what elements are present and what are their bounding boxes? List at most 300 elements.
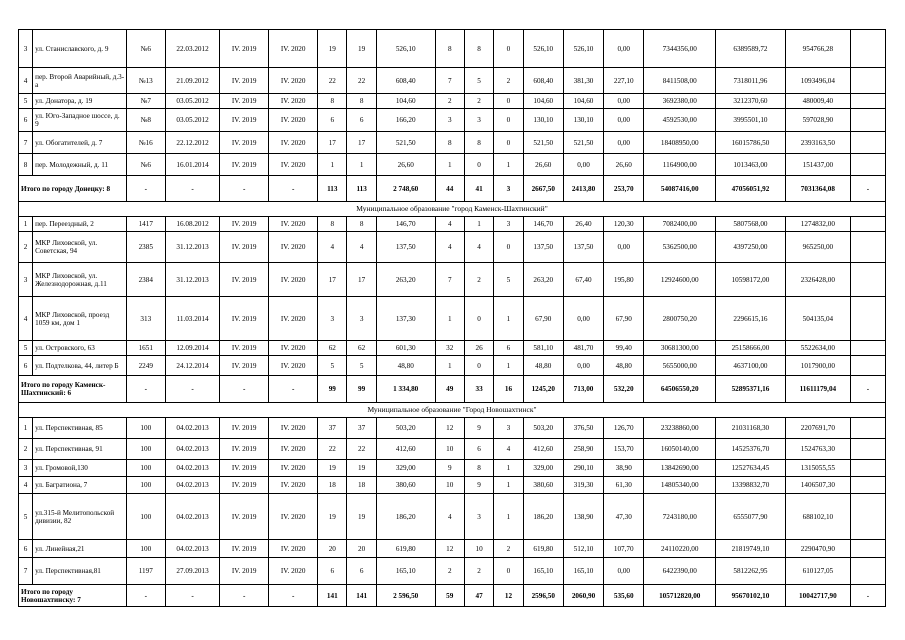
cell-m1: 3 <box>435 109 464 132</box>
cell-date: 16.01.2014 <box>165 154 219 176</box>
cell-q1: IV. 2019 <box>220 356 269 376</box>
cell-addr: ул. Линейная,21 <box>33 540 127 558</box>
cell-n: 3 <box>19 460 33 477</box>
cell-c1: 6 <box>318 109 347 132</box>
cell-a2: 381,30 <box>563 68 603 94</box>
cell-c1: 17 <box>318 263 347 297</box>
cell-s3: 1406507,30 <box>785 477 850 494</box>
cell-s2: 5807568,00 <box>716 217 786 232</box>
cell-m1: 1 <box>435 154 464 176</box>
cell-m2: 5 <box>464 68 493 94</box>
cell-n: 2 <box>19 232 33 263</box>
cell-q2: IV. 2020 <box>269 356 318 376</box>
cell-s3: 954766,28 <box>785 30 850 68</box>
cell-addr: МКР Лиховской, проезд 1059 км, дом 1 <box>33 297 127 341</box>
cell-n: 5 <box>19 494 33 540</box>
cell-area: 521,50 <box>376 132 435 154</box>
cell-m3: 0 <box>494 232 523 263</box>
cell-a1: 521,50 <box>523 132 563 154</box>
cell-date: 31.12.2013 <box>165 263 219 297</box>
cell-s1: 23238860,00 <box>644 418 716 439</box>
cell-addr: ул. Перспективная,81 <box>33 558 127 585</box>
cell-empty <box>851 263 886 297</box>
cell-m3: 2 <box>494 68 523 94</box>
cell-c1: 19 <box>318 460 347 477</box>
cell-doc: №6 <box>126 154 165 176</box>
cell-doc: №6 <box>126 30 165 68</box>
cell-area: 186,20 <box>376 494 435 540</box>
cell-s1: 5655000,00 <box>644 356 716 376</box>
cell-m3: 5 <box>494 263 523 297</box>
cell-s1: 30681300,00 <box>644 341 716 356</box>
cell-s1: 18408950,00 <box>644 132 716 154</box>
cell-c1: 1 <box>318 154 347 176</box>
cell-empty <box>851 439 886 460</box>
total-label: Итого по городу Каменск-Шахтинский: 6 <box>19 376 127 403</box>
cell-a2: 319,30 <box>563 477 603 494</box>
cell-n: 6 <box>19 109 33 132</box>
cell-doc: 100 <box>126 418 165 439</box>
cell-c1: 6 <box>318 558 347 585</box>
cell-date: 16.08.2012 <box>165 217 219 232</box>
housing-resettlement-table <box>18 29 886 607</box>
cell-s2: 21819749,10 <box>716 540 786 558</box>
cell-q2: IV. 2020 <box>269 30 318 68</box>
cell-m3: 1 <box>494 356 523 376</box>
cell-q2: IV. 2020 <box>269 558 318 585</box>
cell-m2: 2 <box>464 263 493 297</box>
cell-date: 03.05.2012 <box>165 109 219 132</box>
section-title: Муниципальное образование "Город Новошахтинск" <box>19 403 886 418</box>
cell-s3: 2207691,70 <box>785 418 850 439</box>
cell-s1: 16050140,00 <box>644 439 716 460</box>
cell-area: 166,20 <box>376 109 435 132</box>
table-row <box>19 30 886 68</box>
total-dash: - <box>165 376 219 403</box>
total-last: - <box>851 176 886 202</box>
cell-s3: 1093496,04 <box>785 68 850 94</box>
cell-area: 503,20 <box>376 418 435 439</box>
cell-a2: 512,10 <box>563 540 603 558</box>
cell-s2: 2296615,16 <box>716 297 786 341</box>
cell-date: 22.12.2012 <box>165 132 219 154</box>
cell-a2: 137,50 <box>563 232 603 263</box>
cell-a3: 61,30 <box>604 477 644 494</box>
cell-a3: 99,40 <box>604 341 644 356</box>
cell-s2: 6555077,90 <box>716 494 786 540</box>
cell-m2: 4 <box>464 232 493 263</box>
total-s1: 54087416,00 <box>644 176 716 202</box>
cell-n: 4 <box>19 68 33 94</box>
cell-s2: 25158666,00 <box>716 341 786 356</box>
cell-doc: 1417 <box>126 217 165 232</box>
total-last: - <box>851 376 886 403</box>
cell-s3: 597028,90 <box>785 109 850 132</box>
section-title: Муниципальное образование "город Каменск-Шахтинский" <box>19 202 886 217</box>
total-m2: 47 <box>464 585 493 607</box>
cell-a2: 26,40 <box>563 217 603 232</box>
cell-s1: 12924600,00 <box>644 263 716 297</box>
cell-empty <box>851 341 886 356</box>
cell-a2: 0,00 <box>563 154 603 176</box>
cell-s1: 5362500,00 <box>644 232 716 263</box>
cell-date: 04.02.2013 <box>165 460 219 477</box>
cell-date: 04.02.2013 <box>165 439 219 460</box>
cell-q2: IV. 2020 <box>269 132 318 154</box>
cell-empty <box>851 154 886 176</box>
table-row <box>19 558 886 585</box>
cell-s1: 8411508,00 <box>644 68 716 94</box>
total-last: - <box>851 585 886 607</box>
cell-empty <box>851 217 886 232</box>
cell-doc: 313 <box>126 297 165 341</box>
total-a3: 253,70 <box>604 176 644 202</box>
cell-a3: 38,90 <box>604 460 644 477</box>
cell-s3: 1524763,30 <box>785 439 850 460</box>
cell-m1: 1 <box>435 356 464 376</box>
cell-a3: 47,30 <box>604 494 644 540</box>
cell-date: 21.09.2012 <box>165 68 219 94</box>
cell-c1: 37 <box>318 418 347 439</box>
cell-a1: 619,80 <box>523 540 563 558</box>
cell-m1: 8 <box>435 30 464 68</box>
cell-c2: 17 <box>347 263 376 297</box>
cell-empty <box>851 132 886 154</box>
total-dash: - <box>220 376 269 403</box>
cell-a2: 165,10 <box>563 558 603 585</box>
cell-q2: IV. 2020 <box>269 263 318 297</box>
cell-s2: 16015786,50 <box>716 132 786 154</box>
cell-m2: 10 <box>464 540 493 558</box>
cell-doc: 100 <box>126 540 165 558</box>
cell-q1: IV. 2019 <box>220 68 269 94</box>
cell-n: 1 <box>19 217 33 232</box>
cell-m1: 12 <box>435 540 464 558</box>
total-a2: 2413,80 <box>563 176 603 202</box>
cell-s2: 4397250,00 <box>716 232 786 263</box>
cell-area: 329,00 <box>376 460 435 477</box>
total-m3: 3 <box>494 176 523 202</box>
cell-a1: 186,20 <box>523 494 563 540</box>
total-a3: 535,60 <box>604 585 644 607</box>
cell-m1: 10 <box>435 439 464 460</box>
cell-m3: 3 <box>494 217 523 232</box>
cell-doc: 2249 <box>126 356 165 376</box>
cell-q1: IV. 2019 <box>220 217 269 232</box>
cell-q1: IV. 2019 <box>220 540 269 558</box>
cell-a3: 48,80 <box>604 356 644 376</box>
cell-area: 526,10 <box>376 30 435 68</box>
cell-m2: 3 <box>464 109 493 132</box>
cell-m2: 6 <box>464 439 493 460</box>
cell-q2: IV. 2020 <box>269 232 318 263</box>
cell-empty <box>851 418 886 439</box>
total-m3: 16 <box>494 376 523 403</box>
cell-addr: ул. Подтелкова, 44, литер Б <box>33 356 127 376</box>
cell-s3: 688102,10 <box>785 494 850 540</box>
cell-addr: ул. Юго-Западное шоссе, д. 9 <box>33 109 127 132</box>
table-row <box>19 263 886 297</box>
total-dash: - <box>126 585 165 607</box>
cell-doc: №7 <box>126 94 165 109</box>
cell-a2: 0,00 <box>563 356 603 376</box>
total-c2: 99 <box>347 376 376 403</box>
total-m3: 12 <box>494 585 523 607</box>
total-a2: 2060,90 <box>563 585 603 607</box>
cell-area: 165,10 <box>376 558 435 585</box>
cell-a1: 263,20 <box>523 263 563 297</box>
total-dash: - <box>165 176 219 202</box>
total-c1: 113 <box>318 176 347 202</box>
cell-addr: МКР Лиховской, ул. Железнодорожная, д.11 <box>33 263 127 297</box>
table-row <box>19 232 886 263</box>
cell-date: 04.02.2013 <box>165 477 219 494</box>
table-row <box>19 540 886 558</box>
cell-s2: 3212370,60 <box>716 94 786 109</box>
cell-area: 104,60 <box>376 94 435 109</box>
cell-q2: IV. 2020 <box>269 154 318 176</box>
cell-a3: 67,90 <box>604 297 644 341</box>
cell-s3: 480009,40 <box>785 94 850 109</box>
section-header-row <box>19 202 886 217</box>
cell-c1: 3 <box>318 297 347 341</box>
cell-addr: пер. Молодежный, д. 11 <box>33 154 127 176</box>
cell-s1: 1164900,00 <box>644 154 716 176</box>
cell-a1: 503,20 <box>523 418 563 439</box>
cell-s1: 7082400,00 <box>644 217 716 232</box>
total-dash: - <box>126 376 165 403</box>
cell-addr: ул. Станиславского, д. 9 <box>33 30 127 68</box>
cell-area: 48,80 <box>376 356 435 376</box>
cell-m2: 1 <box>464 217 493 232</box>
cell-c1: 19 <box>318 494 347 540</box>
total-m1: 49 <box>435 376 464 403</box>
cell-addr: ул. Обогатителей, д. 7 <box>33 132 127 154</box>
cell-s1: 3692380,00 <box>644 94 716 109</box>
cell-empty <box>851 540 886 558</box>
total-s3: 7031364,08 <box>785 176 850 202</box>
cell-empty <box>851 297 886 341</box>
cell-q1: IV. 2019 <box>220 154 269 176</box>
cell-m1: 7 <box>435 68 464 94</box>
cell-q2: IV. 2020 <box>269 217 318 232</box>
cell-m1: 4 <box>435 217 464 232</box>
total-s1: 105712820,00 <box>644 585 716 607</box>
cell-s2: 12527634,45 <box>716 460 786 477</box>
cell-q2: IV. 2020 <box>269 68 318 94</box>
cell-a3: 126,70 <box>604 418 644 439</box>
cell-m2: 26 <box>464 341 493 356</box>
cell-s1: 4592530,00 <box>644 109 716 132</box>
total-a1: 1245,20 <box>523 376 563 403</box>
cell-empty <box>851 460 886 477</box>
cell-n: 5 <box>19 94 33 109</box>
cell-s2: 1013463,00 <box>716 154 786 176</box>
cell-q1: IV. 2019 <box>220 341 269 356</box>
cell-c2: 3 <box>347 297 376 341</box>
cell-a1: 380,60 <box>523 477 563 494</box>
cell-s3: 1017900,00 <box>785 356 850 376</box>
cell-a1: 146,70 <box>523 217 563 232</box>
table-row <box>19 494 886 540</box>
total-dash: - <box>126 176 165 202</box>
cell-m2: 9 <box>464 477 493 494</box>
cell-m2: 0 <box>464 356 493 376</box>
cell-doc: 100 <box>126 439 165 460</box>
cell-q2: IV. 2020 <box>269 439 318 460</box>
cell-s2: 14525376,70 <box>716 439 786 460</box>
cell-c2: 19 <box>347 30 376 68</box>
cell-doc: 100 <box>126 460 165 477</box>
cell-date: 04.02.2013 <box>165 494 219 540</box>
cell-area: 380,60 <box>376 477 435 494</box>
total-dash: - <box>269 376 318 403</box>
cell-q1: IV. 2019 <box>220 263 269 297</box>
cell-q1: IV. 2019 <box>220 109 269 132</box>
cell-c1: 20 <box>318 540 347 558</box>
cell-s2: 13398832,70 <box>716 477 786 494</box>
cell-m3: 0 <box>494 558 523 585</box>
cell-addr: ул. Громовой,130 <box>33 460 127 477</box>
cell-a1: 412,60 <box>523 439 563 460</box>
cell-m2: 3 <box>464 494 493 540</box>
cell-empty <box>851 494 886 540</box>
cell-a1: 581,10 <box>523 341 563 356</box>
cell-n: 4 <box>19 297 33 341</box>
table-row <box>19 132 886 154</box>
cell-q1: IV. 2019 <box>220 439 269 460</box>
cell-s2: 4637100,00 <box>716 356 786 376</box>
cell-c2: 22 <box>347 439 376 460</box>
cell-m3: 0 <box>494 132 523 154</box>
cell-a2: 526,10 <box>563 30 603 68</box>
cell-c1: 19 <box>318 30 347 68</box>
cell-m2: 8 <box>464 30 493 68</box>
cell-n: 7 <box>19 132 33 154</box>
cell-a3: 120,30 <box>604 217 644 232</box>
cell-addr: ул.315-й Мелитопольской дивизии, 82 <box>33 494 127 540</box>
total-label: Итого по городу Донецку: 8 <box>19 176 127 202</box>
cell-a1: 130,10 <box>523 109 563 132</box>
cell-s1: 13842690,00 <box>644 460 716 477</box>
total-s1: 64506550,20 <box>644 376 716 403</box>
cell-c2: 19 <box>347 460 376 477</box>
cell-q1: IV. 2019 <box>220 477 269 494</box>
table-row <box>19 341 886 356</box>
total-row <box>19 376 886 403</box>
cell-q2: IV. 2020 <box>269 297 318 341</box>
cell-a2: 258,90 <box>563 439 603 460</box>
cell-doc: 2384 <box>126 263 165 297</box>
cell-q1: IV. 2019 <box>220 297 269 341</box>
cell-m2: 0 <box>464 154 493 176</box>
total-dash: - <box>269 176 318 202</box>
cell-q1: IV. 2019 <box>220 494 269 540</box>
cell-s3: 5522634,00 <box>785 341 850 356</box>
cell-date: 04.02.2013 <box>165 540 219 558</box>
cell-m1: 32 <box>435 341 464 356</box>
cell-a1: 67,90 <box>523 297 563 341</box>
total-c1: 141 <box>318 585 347 607</box>
cell-s2: 6389589,72 <box>716 30 786 68</box>
cell-date: 22.03.2012 <box>165 30 219 68</box>
cell-s1: 2800750,20 <box>644 297 716 341</box>
cell-q2: IV. 2020 <box>269 94 318 109</box>
cell-m1: 12 <box>435 418 464 439</box>
cell-a2: 0,00 <box>563 297 603 341</box>
cell-empty <box>851 94 886 109</box>
cell-a2: 104,60 <box>563 94 603 109</box>
total-area: 2 596,50 <box>376 585 435 607</box>
section-header-row <box>19 403 886 418</box>
total-dash: - <box>220 585 269 607</box>
cell-n: 1 <box>19 418 33 439</box>
cell-q1: IV. 2019 <box>220 558 269 585</box>
cell-a1: 329,00 <box>523 460 563 477</box>
cell-q1: IV. 2019 <box>220 94 269 109</box>
cell-s3: 965250,00 <box>785 232 850 263</box>
cell-area: 26,60 <box>376 154 435 176</box>
cell-c2: 8 <box>347 217 376 232</box>
table-row <box>19 109 886 132</box>
cell-m2: 2 <box>464 94 493 109</box>
table-row <box>19 154 886 176</box>
total-a3: 532,20 <box>604 376 644 403</box>
cell-q2: IV. 2020 <box>269 460 318 477</box>
cell-q1: IV. 2019 <box>220 132 269 154</box>
total-m1: 59 <box>435 585 464 607</box>
cell-s2: 10598172,00 <box>716 263 786 297</box>
total-dash: - <box>165 585 219 607</box>
cell-c2: 19 <box>347 494 376 540</box>
cell-m1: 7 <box>435 263 464 297</box>
table-row <box>19 477 886 494</box>
cell-m2: 9 <box>464 418 493 439</box>
cell-n: 3 <box>19 263 33 297</box>
cell-a3: 153,70 <box>604 439 644 460</box>
cell-s2: 3995501,10 <box>716 109 786 132</box>
cell-m3: 1 <box>494 154 523 176</box>
cell-n: 4 <box>19 477 33 494</box>
cell-a1: 48,80 <box>523 356 563 376</box>
cell-a3: 195,80 <box>604 263 644 297</box>
cell-a3: 0,00 <box>604 30 644 68</box>
cell-a1: 526,10 <box>523 30 563 68</box>
table-row <box>19 94 886 109</box>
cell-c2: 1 <box>347 154 376 176</box>
cell-c2: 22 <box>347 68 376 94</box>
cell-empty <box>851 109 886 132</box>
table-row <box>19 460 886 477</box>
cell-addr: ул. Островского, 63 <box>33 341 127 356</box>
cell-m3: 0 <box>494 94 523 109</box>
cell-c1: 4 <box>318 232 347 263</box>
cell-doc: 1197 <box>126 558 165 585</box>
cell-date: 12.09.2014 <box>165 341 219 356</box>
cell-a2: 376,50 <box>563 418 603 439</box>
cell-s3: 610127,05 <box>785 558 850 585</box>
table-row <box>19 297 886 341</box>
cell-a1: 137,50 <box>523 232 563 263</box>
total-m1: 44 <box>435 176 464 202</box>
cell-empty <box>851 477 886 494</box>
cell-q1: IV. 2019 <box>220 460 269 477</box>
cell-addr: ул. Перспективная, 91 <box>33 439 127 460</box>
cell-c2: 20 <box>347 540 376 558</box>
cell-date: 31.12.2013 <box>165 232 219 263</box>
cell-m3: 6 <box>494 341 523 356</box>
cell-c1: 22 <box>318 439 347 460</box>
